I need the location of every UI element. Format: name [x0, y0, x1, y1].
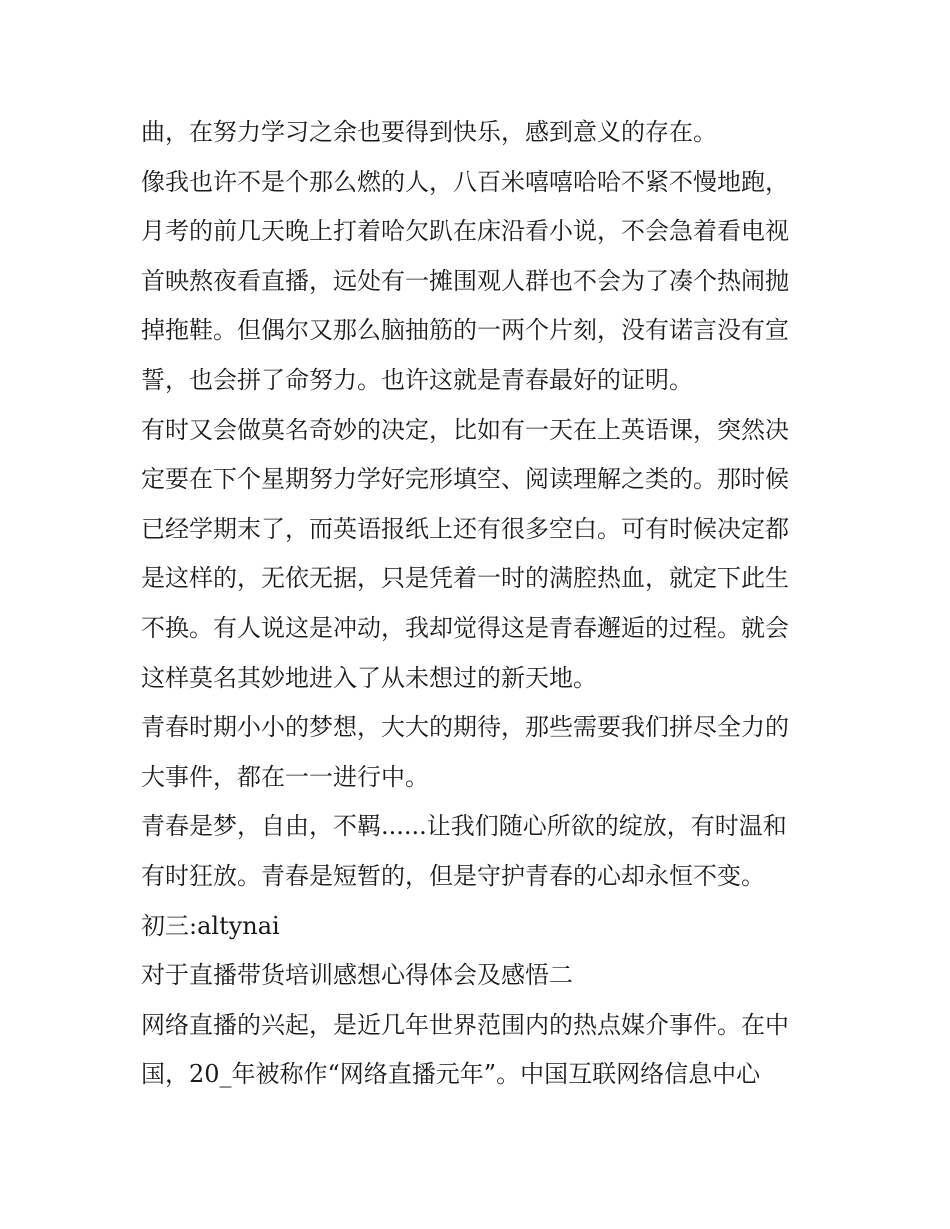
text-line: 国，20_年被称作“网络直播元年”。中国互联网络信息中心: [141, 1060, 761, 1089]
text-line: 不换。有人说这是冲动，我却觉得这是青春邂逅的过程。就会: [141, 613, 789, 642]
text-line: 有时又会做莫名奇妙的决定，比如有一天在上英语课，突然决: [141, 415, 789, 444]
text-line: 青春是梦，自由，不羁......让我们随心所欲的绽放，有时温和: [141, 812, 787, 841]
text-line: 网络直播的兴起，是近几年世界范围内的热点媒介事件。在中: [141, 1010, 789, 1039]
text-line: 曲，在努力学习之余也要得到快乐，感到意义的存在。: [141, 118, 717, 146]
text-line: 是这样的，无依无据，只是凭着一时的满腔热血，就定下此生: [141, 564, 789, 593]
section-heading: 对于直播带货培训感想心得体会及感悟二: [141, 961, 573, 990]
text-line: 青春时期小小的梦想，大大的期待，那些需要我们拼尽全力的: [141, 713, 789, 742]
text-line: 像我也许不是个那么燃的人，八百米嘻嘻哈哈不紧不慢地跑，: [141, 167, 789, 196]
text-line: 月考的前几天晚上打着哈欠趴在床沿看小说，不会急着看电视: [141, 217, 789, 246]
text-line: 这样莫名其妙地进入了从未想过的新天地。: [141, 663, 597, 692]
text-line: 首映熬夜看直播，远处有一摊围观人群也不会为了凑个热闹抛: [141, 266, 789, 295]
document-body: [141, 108, 821, 1100]
text-line: 誓，也会拼了命努力。也许这就是青春最好的证明。: [141, 365, 693, 394]
author-line: 初三:altynai: [141, 911, 280, 940]
text-line: 掉拖鞋。但偶尔又那么脑抽筋的一两个片刻，没有诺言没有宣: [141, 316, 789, 345]
text-line: 有时狂放。青春是短暂的，但是守护青春的心却永恒不变。: [141, 861, 765, 890]
text-line: 大事件，都在一一进行中。: [141, 762, 429, 791]
text-line: 已经学期末了，而英语报纸上还有很多空白。可有时候决定都: [141, 514, 789, 543]
text-line: 定要在下个星期努力学好完形填空、阅读理解之类的。那时候: [141, 465, 789, 494]
